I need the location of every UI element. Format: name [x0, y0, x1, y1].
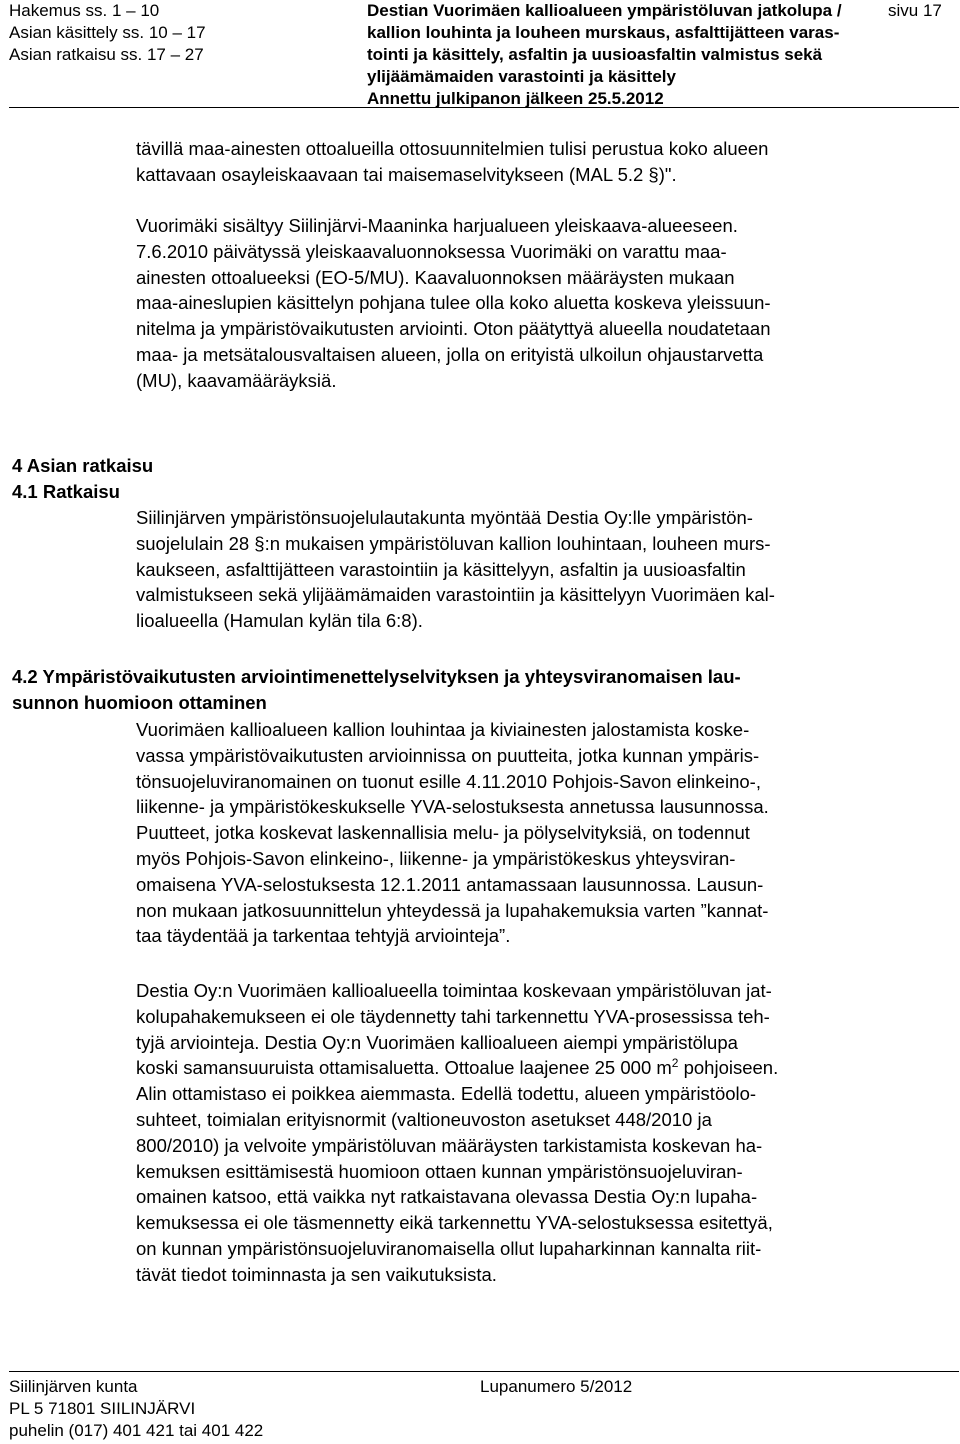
text-line: ainesten ottoalueeksi (EO-5/MU). Kaavaluonnoksen määräysten mukaan [136, 266, 735, 288]
text-line: kemuksessa ei ole täsmennetty eikä tarkennettu YVA-selostuksessa esitettyä, [136, 1212, 773, 1234]
header-index-line: Hakemus ss. 1 – 10 [9, 1, 160, 20]
header-title-line: ylijäämämaiden varastointi ja käsittely [367, 67, 676, 86]
header-title-line: Destian Vuorimäen kallioalueen ympäristöluvan jatkolupa / [367, 1, 842, 20]
text-line: tyjä arviointeja. Destia Oy:n Vuorimäen kallioalueen aiempi ympäristölupa [136, 1031, 738, 1053]
header-case-index [9, 0, 206, 66]
eia-paragraph-1 [136, 717, 956, 949]
header-title-line: kallion louhinta ja louheen murskaus, asfalttijätteen varas- [367, 23, 840, 42]
text-line: maa- ja metsätalousvaltaisen alueen, jolla on erityistä ulkoilun ohjaustarvetta [136, 343, 764, 365]
subsection-heading-4-2 [12, 664, 952, 716]
text-line: maa-aineslupien käsittelyn pohjana tulee olla koko aluetta koskeva yleissuun- [136, 292, 771, 314]
text-line: suhteet, toimialan erityisnormit (valtioneuvoston asetukset 448/2010 ja [136, 1108, 712, 1130]
text-line: valmistukseen sekä ylijäämämaiden varastointiin ja käsittelyyn Vuorimäen kal- [136, 584, 775, 606]
header-title-line: Annettu julkipanon jälkeen 25.5.2012 [367, 89, 664, 108]
footer-divider [9, 1371, 959, 1372]
heading-line: sunnon huomioon ottaminen [12, 691, 267, 713]
text-line: omainen katsoo, että vaikka nyt ratkaistavana olevassa Destia Oy:n lupaha- [136, 1186, 758, 1208]
intro-paragraph-2 [136, 213, 956, 394]
text-line: nitelma ja ympäristövaikutusten arviointi. Oton päätyttyä alueella noudatetaan [136, 318, 771, 340]
text-line: liikenne- ja ympäristökeskukselle YVA-selostuksesta annetussa lausunnossa. [136, 796, 769, 818]
text-line: Vuorimäen kallioalueen kallion louhintaa ja kiviainesten jalostamista koske- [136, 719, 750, 740]
header-document-title [367, 0, 842, 110]
text-line: lioalueella (Hamulan kylän tila 6:8). [136, 610, 423, 632]
text-line: on kunnan ympäristönsuojeluviranomaisella ollut lupaharkinnan kannalta riit- [136, 1237, 762, 1259]
footer-line: Siilinjärven kunta [9, 1377, 138, 1396]
text-line-with-superscript [136, 1055, 956, 1081]
footer-line: PL 5 71801 SIILINJÄRVI [9, 1399, 196, 1418]
text-line: tävät tiedot toiminnasta ja sen vaikutuksista. [136, 1263, 497, 1285]
section-heading: 4 Asian ratkaisu [12, 455, 154, 476]
text-segment: koski samansuuruista ottamisaluetta. Ottoalue laajenee 25 000 m [136, 1057, 672, 1079]
header-index-line: Asian ratkaisu ss. 17 – 27 [9, 45, 204, 64]
subsection-heading-4-1: 4.1 Ratkaisu [12, 481, 120, 502]
heading-line: 4.2 Ympäristövaikutusten arviointimenettelyselvityksen ja yhteysviranomaisen lau- [12, 666, 741, 687]
text-line: tävillä maa-ainesten ottoalueilla ottosuunnitelmien tulisi perustua koko alueen [136, 138, 769, 159]
eia-paragraph-2 [136, 978, 956, 1288]
page-header [0, 0, 960, 110]
intro-paragraph-1 [136, 136, 956, 188]
text-line: vassa ympäristövaikutusten arvioinnissa on puutteita, jotka kunnan ympäris- [136, 744, 760, 766]
text-line: Alin ottamistaso ei poikkea aiemmasta. Edellä todettu, alueen ympäristöolo- [136, 1083, 757, 1105]
text-line: taa täydentää ja tarkentaa tehtyjä arviointeja”. [136, 925, 511, 947]
area-unit-superscript: 2 [671, 1056, 679, 1071]
footer-contact [9, 1376, 263, 1442]
footer-line: puhelin (017) 401 421 tai 401 422 [9, 1421, 264, 1440]
decision-paragraph [136, 505, 956, 634]
text-line: Vuorimäki sisältyy Siilinjärvi-Maaninka harjualueen yleiskaava-alueeseen. [136, 215, 738, 236]
text-line: non mukaan jatkosuunnittelun yhteydessä ja lupahakemuksia varten ”kannat- [136, 899, 769, 921]
text-line: Destia Oy:n Vuorimäen kallioalueella toimintaa koskevaan ympäristöluvan jat- [136, 980, 772, 1001]
header-index-line: Asian käsittely ss. 10 – 17 [9, 23, 206, 42]
text-line: kolupahakemukseen ei ole täydennetty tahi tarkennettu YVA-prosessissa teh- [136, 1005, 770, 1027]
text-line: omaisena YVA-selostuksesta 12.1.2011 antamassaan lausunnossa. Lausun- [136, 873, 764, 895]
text-line: 7.6.2010 päivätyssä yleiskaavaluonnoksessa Vuorimäki on varattu maa- [136, 240, 727, 262]
page-number: sivu 17 [888, 1, 942, 20]
text-line: kaukseen, asfalttijätteen varastointiin ja käsittelyyn, asfaltin ja uusioasfaltin [136, 558, 746, 580]
text-segment: pohjoiseen. [678, 1057, 779, 1079]
header-divider [9, 107, 959, 108]
text-line: (MU), kaavamääräyksiä. [136, 369, 337, 391]
text-line: tönsuojeluviranomainen on tuonut esille 4.11.2010 Pohjois-Savon elinkeino-, [136, 770, 761, 792]
text-line: kemuksen esittämisestä huomioon ottaen kunnan ympäristönsuojeluviran- [136, 1160, 743, 1182]
permit-number: Lupanumero 5/2012 [480, 1377, 633, 1396]
text-line: 800/2010) ja velvoite ympäristöluvan määräysten tarkistamista koskevan ha- [136, 1134, 763, 1156]
text-line: kattavaan osayleiskaavaan tai maisemaselvitykseen (MAL 5.2 §)". [136, 163, 677, 185]
text-line: suojelulain 28 §:n mukaisen ympäristöluvan kallion louhintaan, louheen murs- [136, 532, 771, 554]
text-line: myös Pohjois-Savon elinkeino-, liikenne- ja ympäristökeskus yhteysviran- [136, 847, 736, 869]
text-line: Siilinjärven ympäristönsuojelulautakunta myöntää Destia Oy:lle ympäristön- [136, 507, 753, 528]
text-line: Puutteet, jotka koskevat laskennallisia melu- ja pölyselvityksiä, on todennut [136, 822, 750, 844]
header-title-line: tointi ja käsittely, asfaltin ja uusioasfaltin valmistus sekä [367, 45, 823, 64]
